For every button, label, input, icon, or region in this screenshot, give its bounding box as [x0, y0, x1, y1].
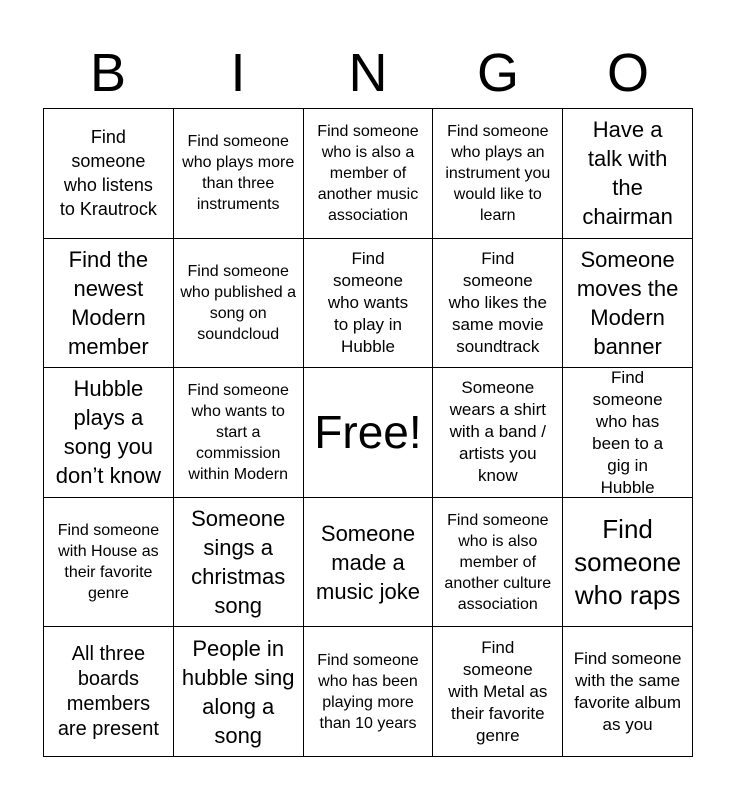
bingo-cell[interactable]: Find someone who wants to play in Hubble — [304, 239, 434, 369]
bingo-cell[interactable]: Someone wears a shirt with a band / artists you know — [433, 368, 563, 498]
header-letter-b: B — [89, 43, 127, 103]
bingo-cell[interactable]: Find someone who published a song on soundcloud — [174, 239, 304, 369]
bingo-cell[interactable]: Find the newest Modern member — [44, 239, 174, 369]
bingo-cell[interactable]: Find someone who plays more than three instruments — [174, 109, 304, 239]
bingo-cell[interactable]: People in hubble sing along a song — [174, 627, 304, 757]
bingo-cell-free[interactable]: Free! — [304, 368, 434, 498]
bingo-cell[interactable]: Hubble plays a song you don’t know — [44, 368, 174, 498]
bingo-cell[interactable]: Find someone with House as their favorite genre — [44, 498, 174, 628]
bingo-cell[interactable]: Find someone who has been to a gig in Hubble — [563, 368, 693, 498]
bingo-header — [43, 38, 693, 108]
bingo-cell[interactable]: Find someone who is also a member of another music association — [304, 109, 434, 239]
bingo-cell[interactable]: Find someone who listens to Krautrock — [44, 109, 174, 239]
header-letter-o: O — [606, 43, 649, 103]
bingo-cell[interactable]: Find someone who likes the same movie soundtrack — [433, 239, 563, 369]
bingo-cell[interactable]: Find someone who plays an instrument you would like to learn — [433, 109, 563, 239]
bingo-cell[interactable]: Have a talk with the chairman — [563, 109, 693, 239]
bingo-cell[interactable]: Find someone who is also member of another culture association — [433, 498, 563, 628]
bingo-cell[interactable]: Find someone who raps — [563, 498, 693, 628]
bingo-grid — [43, 108, 693, 757]
header-letter-g: G — [476, 43, 519, 103]
header-letter-n: N — [348, 43, 388, 103]
bingo-cell[interactable]: Find someone with the same favorite album as you — [563, 627, 693, 757]
bingo-cell[interactable]: Find someone with Metal as their favorite genre — [433, 627, 563, 757]
bingo-cell[interactable]: Someone moves the Modern banner — [563, 239, 693, 369]
bingo-cell[interactable]: Someone sings a christmas song — [174, 498, 304, 628]
bingo-cell[interactable]: Someone made a music joke — [304, 498, 434, 628]
bingo-cell[interactable]: Find someone who wants to start a commission within Modern — [174, 368, 304, 498]
header-letter-i: I — [230, 43, 246, 103]
bingo-cell[interactable]: All three boards members are present — [44, 627, 174, 757]
bingo-cell[interactable]: Find someone who has been playing more than 10 years — [304, 627, 434, 757]
